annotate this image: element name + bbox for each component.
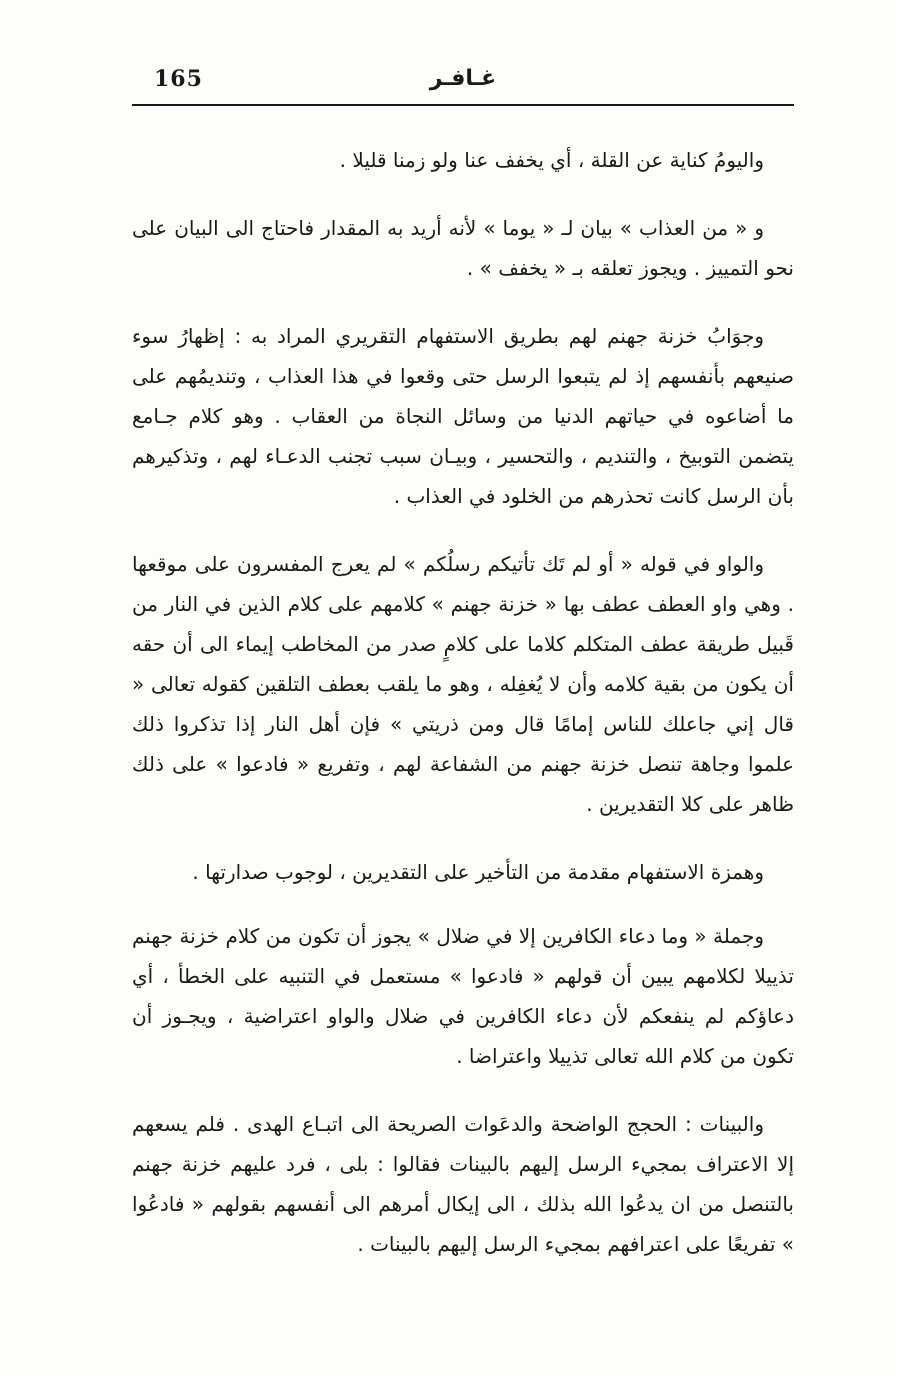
page-header	[132, 62, 794, 106]
paragraph: والواو في قوله « أو لم تَك تأتيكم رسلُكم » لم يعرج المفسرون على موقعها . وهي واو العطف عطف بها « خزنة جهنم » كلامهم على كلام الذين في النار من قَبيل طريقة عطف المتكلم كلاما على كلامٍ صدر من المخاطب إيماء الى أن حقه أن يكون من بقية كلامه وأن لا يُغفِله ، وهو ما يلقب بعطف التلقين كقوله تعالى « قال إني جاعلك للناس إمامًا قال ومن ذريتي » فإن أهل النار إذا تذكروا ذلك علموا وجاهة تنصل خزنة جهنم من الشفاعة لهم ، وتفريع « فادعوا » على ذلك ظاهر على كلا التقديرين .	[132, 552, 794, 816]
paragraph: وهمزة الاستفهام مقدمة من التأخير على التقديرين ، لوجوب صدارتها .	[192, 860, 764, 884]
paragraph: والبينات : الحجج الواضحة والدعَوات الصريحة الى اتبـاع الهدى . فلم يسعهم إلا الاعتراف بمجيء الرسل إليهم بالبينات فقالوا : بلى ، فرد عليهم خزنة جهنم بالتنصل من ان يدعُوا الله بذلك ، الى إيكال أمرهم الى أنفسهم بقولهم « فادعُوا » تفريعًا على اعترافهم بمجيء الرسل إليهم بالبينات .	[132, 1112, 794, 1256]
paragraph: وجملة « وما دعاء الكافرين إلا في ضلال » يجوز أن تكون من كلام خزنة جهنم تذييلا لكلامهم يبين أن قولهم « فادعوا » مستعمل في التنبيه على الخطأ ، أي دعاؤكم لم ينفعكم لأن دعاء الكافرين في ضلال والواو اعتراضية ، ويجـوز أن تكون من كلام الله تعالى تذييلا واعتراضا .	[132, 924, 794, 1068]
running-title: غـافـر	[429, 66, 497, 91]
body-text	[132, 140, 794, 1264]
header-rule	[132, 104, 794, 106]
page-number: 165	[154, 66, 203, 92]
paragraph: واليومُ كناية عن القلة ، أي يخفف عنا ولو زمنا قليلا .	[339, 148, 764, 172]
paragraph: و « من العذاب » بيان لـ « يوما » لأنه أريد به المقدار فاحتاج الى البيان على نحو التمييز . ويجوز تعلقه بـ « يخفف » .	[132, 216, 794, 280]
paragraph: وجوَابُ خزنة جهنم لهم بطريق الاستفهام التقريري المراد به : إظهارُ سوء صنيعهم بأنفسهم إذ لم يتبعوا الرسل حتى وقعوا في هذا العذاب ، وتنديمُهم على ما أضاعوه في حياتهم الدنيا من وسائل النجاة من العقاب . وهو كلام جـامع يتضمن التوبيخ ، والتنديم ، والتحسير ، وبيـان سبب تجنب الدعـاء لهم ، وتذكيرهم بأن الرسل كانت تحذرهم من الخلود في العذاب .	[132, 324, 794, 508]
